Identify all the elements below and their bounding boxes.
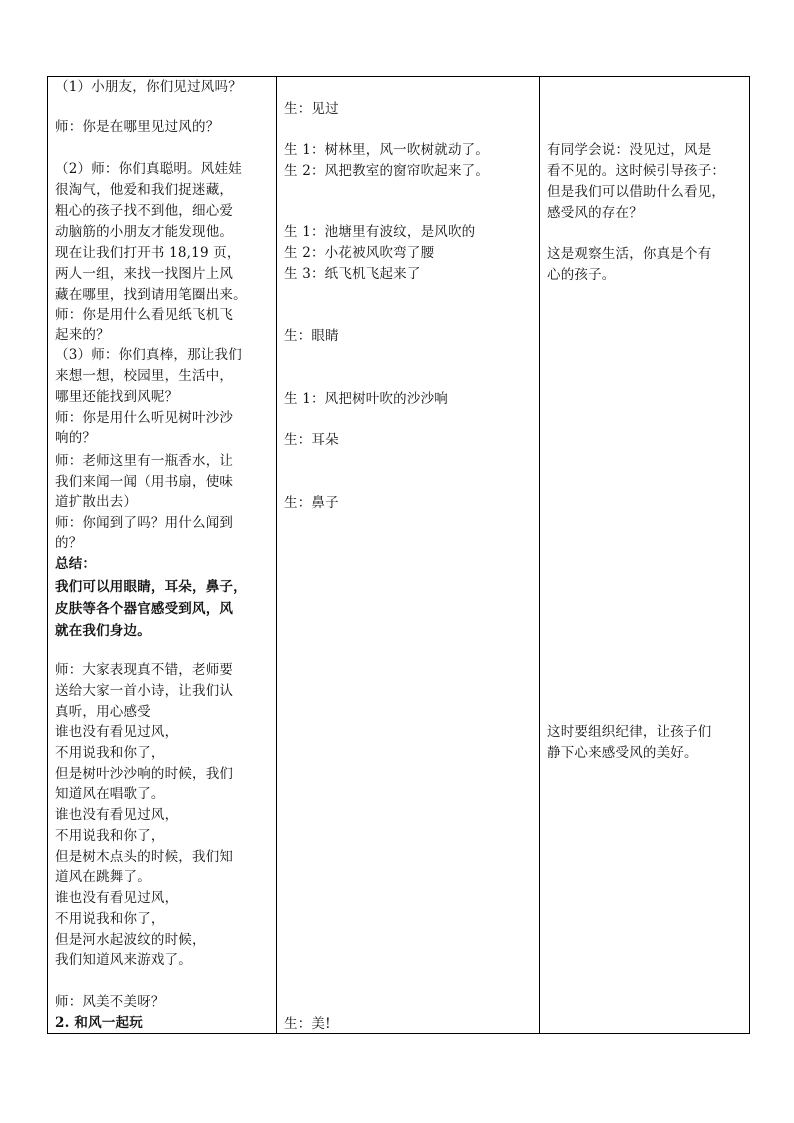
text-line: 起来的？	[55, 327, 110, 343]
text-line: 道扩散出去）	[55, 494, 138, 510]
text-line: 师：你是用什么听见树叶沙沙	[55, 410, 234, 426]
text-line: 很淘气，他爱和我们捉迷藏，	[55, 182, 234, 198]
student-response: 生：美!	[284, 1016, 331, 1032]
text-line: （1）小朋友，你们见过风吗？	[55, 79, 242, 95]
poem-line: 不用说我和你了，	[55, 745, 165, 761]
summary-text: 就在我们身边。	[55, 623, 151, 639]
text-line: 现在让我们打开书 18,19 页，	[55, 245, 241, 261]
student-response: 生：鼻子	[284, 495, 339, 511]
text-line: 来想一想，校园里，生活中，	[55, 368, 234, 384]
student-response: 生 2：风把教室的窗帘吹起来了。	[284, 163, 490, 179]
note-line: 但是我们可以借助什么看见，	[547, 184, 726, 200]
poem-line: 道风在跳舞了。	[55, 869, 151, 885]
text-line: 哪里还能找到风呢？	[55, 389, 179, 405]
student-response: 生：眼睛	[284, 328, 339, 344]
text-line: 师：你是用什么看见纸飞机飞	[55, 307, 234, 323]
student-response: 生 1：池塘里有波纹，是风吹的	[284, 224, 476, 240]
poem-line: 但是树叶沙沙响的时候，我们	[55, 766, 234, 782]
text-line: 响的？	[55, 430, 97, 446]
text-line: 师：大家表现真不错，老师要	[55, 662, 234, 678]
note-line: 这是观察生活，你真是个有	[547, 246, 712, 262]
note-line: 有同学会说：没见过，风是	[547, 142, 712, 158]
summary-heading: 总结：	[55, 556, 97, 572]
text-line: 我们来闻一闻（用书扇，使味	[55, 474, 234, 490]
note-line: 静下心来感受风的美好。	[547, 745, 698, 761]
student-response: 生：见过	[284, 101, 339, 117]
summary-text: 皮肤等各个器官感受到风，风	[55, 601, 234, 617]
column-divider	[276, 77, 277, 1033]
poem-line: 谁也没有看见过风，	[55, 724, 179, 740]
poem-line: 不用说我和你了，	[55, 828, 165, 844]
poem-line: 知道风在唱歌了。	[55, 786, 165, 802]
text-line: 送给大家一首小诗，让我们认	[55, 683, 234, 699]
summary-text: 我们可以用眼睛，耳朵，鼻子，	[55, 579, 247, 595]
section-heading: 2. 和风一起玩	[55, 1015, 143, 1031]
student-response: 生：耳朵	[284, 432, 339, 448]
student-response: 生 1：树林里，风一吹树就动了。	[284, 142, 490, 158]
text-line: （3）师：你们真棒，那让我们	[55, 347, 242, 363]
note-line: 心的孩子。	[547, 267, 616, 283]
poem-line: 我们知道风来游戏了。	[55, 952, 192, 968]
note-line: 看不见的。这时候引导孩子：	[547, 163, 726, 179]
text-line: 师：风美不美呀？	[55, 994, 165, 1010]
column-divider	[539, 77, 540, 1033]
text-line: 师：老师这里有一瓶香水，让	[55, 453, 234, 469]
text-line: 动脑筋的小朋友才能发现他。	[55, 224, 234, 240]
text-line: 两人一组，来找一找图片上风	[55, 266, 234, 282]
poem-line: 但是河水起波纹的时候，	[55, 932, 206, 948]
text-line: 真听，用心感受	[55, 704, 151, 720]
text-line: 师：你是在哪里见过风的？	[55, 119, 220, 135]
text-line: （2）师：你们真聪明。风娃娃	[55, 161, 242, 177]
text-line: 师：你闻到了吗？用什么闻到	[55, 515, 234, 531]
poem-line: 谁也没有看见过风，	[55, 807, 179, 823]
text-line: 藏在哪里，找到请用笔圈出来。	[55, 287, 247, 303]
note-line: 这时要组织纪律，让孩子们	[547, 724, 712, 740]
poem-line: 谁也没有看见过风，	[55, 890, 179, 906]
note-line: 感受风的存在？	[547, 205, 643, 221]
text-line: 的？	[55, 535, 83, 551]
student-response: 生 2：小花被风吹弯了腰	[284, 245, 435, 261]
student-response: 生 1：风把树叶吹的沙沙响	[284, 391, 448, 407]
poem-line: 不用说我和你了，	[55, 911, 165, 927]
poem-line: 但是树木点头的时候，我们知	[55, 849, 234, 865]
student-response: 生 3：纸飞机飞起来了	[284, 266, 421, 282]
text-line: 粗心的孩子找不到他，细心爱	[55, 203, 234, 219]
